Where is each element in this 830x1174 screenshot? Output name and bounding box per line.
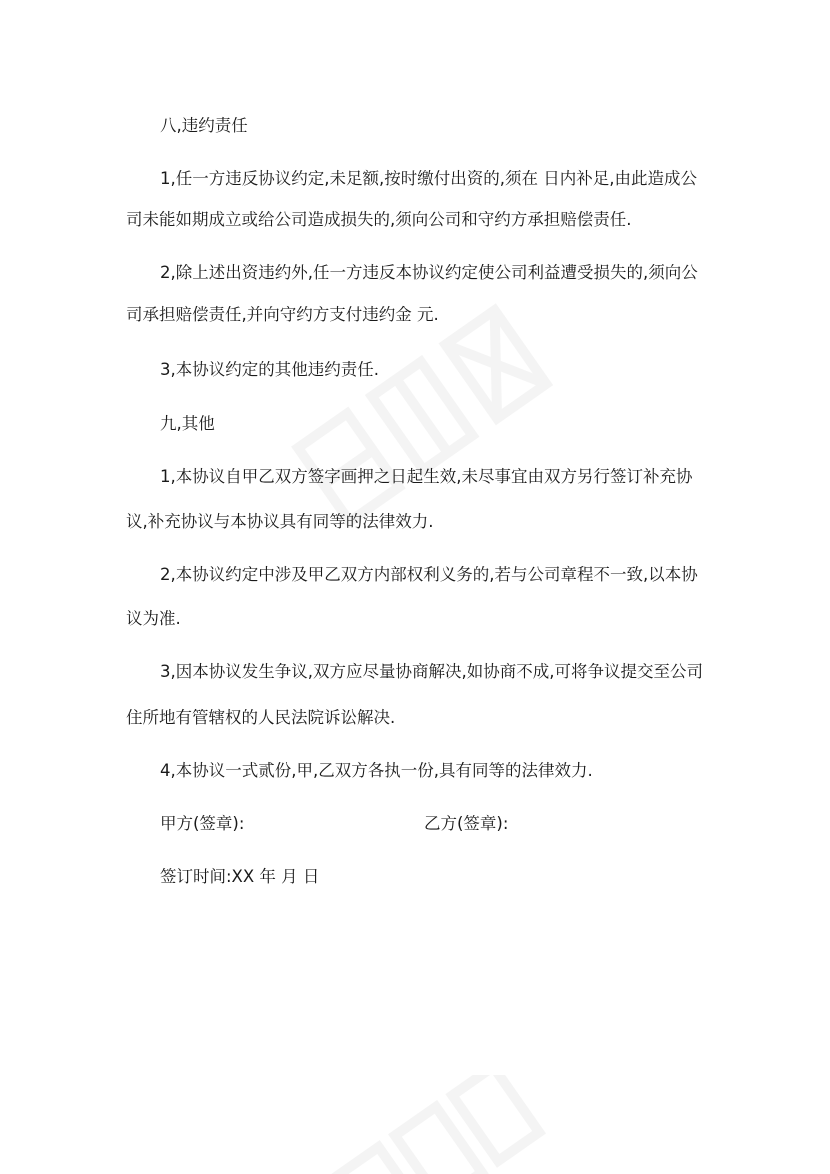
clause-line: 议,补充协议与本协议具有同等的法律效力. [126, 512, 434, 531]
signing-date: 签订时间:XX 年 月 日 [160, 867, 320, 886]
party-a-signature-label: 甲方(签章): [160, 814, 245, 833]
section-heading: 八,违约责任 [160, 116, 248, 135]
section-heading: 九,其他 [160, 414, 215, 433]
clause-line: 住所地有管辖权的人民法院诉讼解决. [126, 708, 396, 727]
clause-line: 1,本协议自甲乙双方签字画押之日起生效,未尽事宜由双方另行签订补充协 [160, 467, 693, 486]
clause-line: 1,任一方违反协议约定,未足额,按时缴付出资的,须在 日内补足,由此造成公 [160, 169, 697, 188]
clause-line: 议为准. [126, 609, 181, 628]
watermark-icon [330, 1075, 550, 1174]
watermark-icon [285, 300, 565, 540]
clause-line: 2,除上述出资违约外,任一方违反本协议约定使公司利益遭受损失的,须向公 [160, 263, 698, 282]
clause-line: 司承担赔偿责任,并向守约方支付违约金 元. [126, 305, 439, 324]
clause-line: 3,本协议约定的其他违约责任. [160, 360, 379, 379]
party-b-signature-label: 乙方(签章): [424, 814, 509, 833]
clause-line: 4,本协议一式贰份,甲,乙双方各执一份,具有同等的法律效力. [160, 761, 593, 780]
clause-line: 2,本协议约定中涉及甲乙双方内部权利义务的,若与公司章程不一致,以本协 [160, 565, 698, 584]
clause-line: 3,因本协议发生争议,双方应尽量协商解决,如协商不成,可将争议提交至公司 [160, 662, 703, 681]
clause-line: 司未能如期成立或给公司造成损失的,须向公司和守约方承担赔偿责任. [126, 210, 632, 229]
